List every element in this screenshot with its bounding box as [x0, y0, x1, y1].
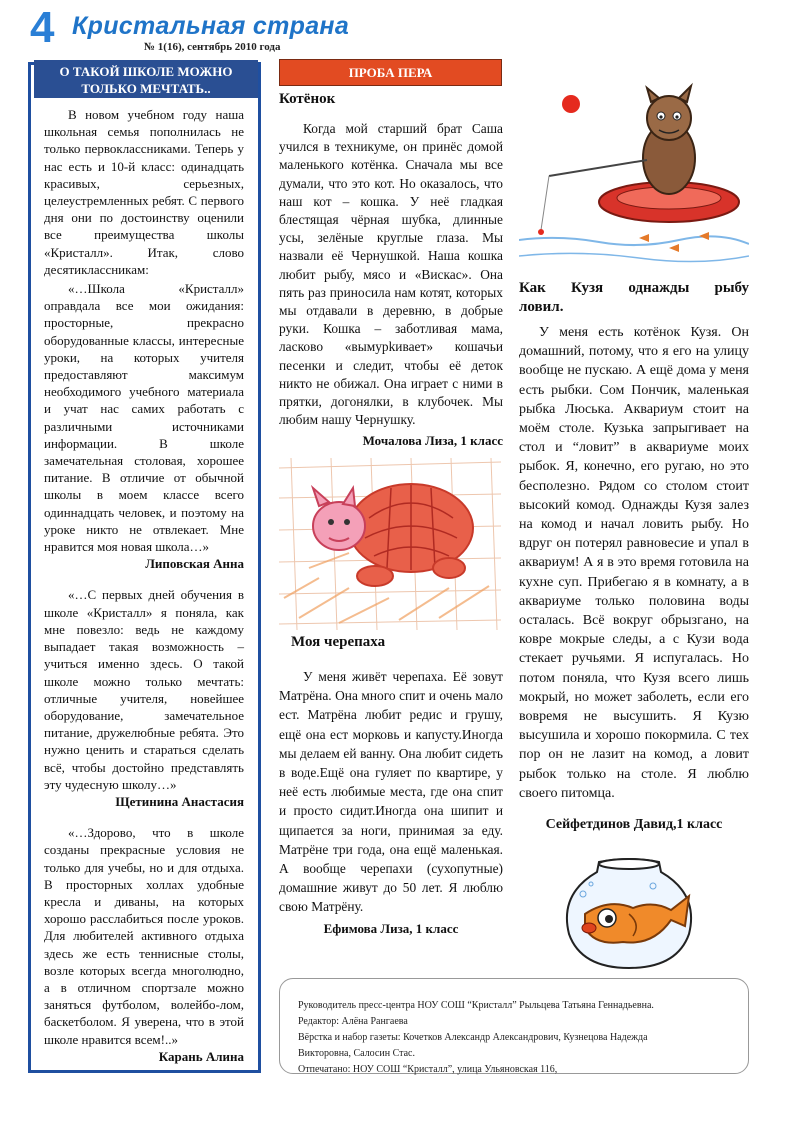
- story-turtle-title: Моя черепаха: [291, 634, 386, 650]
- fishing-cat-drawing: [519, 80, 749, 275]
- story-kitten: [279, 91, 503, 449]
- left-heading-line1: О ТАКОЙ ШКОЛЕ МОЖНО: [59, 64, 233, 79]
- imprint-line-5: Отпечатано: НОУ СОШ “Кристалл”, улица Ульяновская 116,: [298, 1064, 558, 1075]
- signature-3: Карань Алина: [158, 1048, 244, 1064]
- story-kuzya: [519, 279, 749, 833]
- turtle-drawing: [279, 458, 501, 630]
- story-turtle: [279, 634, 503, 937]
- page-number: 4: [30, 3, 55, 52]
- signature-1: Липовская Анна: [145, 556, 244, 572]
- imprint: [298, 998, 738, 1078]
- imprint-line-4: Викторовна, Салосин Стас.: [298, 1048, 415, 1059]
- signature-2: Щетинина Анастасия: [115, 793, 244, 809]
- issue-line: № 1(16), сентябрь 2010 года: [144, 41, 281, 53]
- story-kuzya-title: Как Кузя однажды рыбу ловил.: [519, 280, 749, 315]
- imprint-line-1: Руководитель пресс-центра НОУ СОШ “Кристалл” Рыльцева Татьяна Геннадьевна.: [298, 1000, 654, 1011]
- quote-1: «…Школа «Кристалл» оправдала все мои ожидания: просторные, прекрасно оборудованные классы, интересные уроки, на которых учителя предоставляют максимум необходимого учебного материала и учат нас самих работать с различными источниками информации. В школе замечательная столовая, хорошее питание. В отличие от обычной школы в моем классе всего одиннадцать человек, и поэтому на уроке никто не отвлекает. Мне нравится моя новая школа…»: [44, 281, 244, 555]
- quote-2: «…С первых дней обучения в школе «Кристалл» я поняла, как мне повезло: ведь не каждому выпадает такая возможность – учиться именно здесь. О такой школе можно только мечтать: отличные учителя, новейшее оборудование, замечательное питание, дружелюбные ребята. Это нужно ценить и стараться сделать всё, чтобы достойно представлять эту чудесную школу…»: [44, 587, 244, 792]
- story-kitten-signature: Мочалова Лиза, 1 класс: [362, 433, 503, 449]
- imprint-line-3: Вёрстка и набор газеты: Кочетков Александр Александрович, Кузнецова Надежда: [298, 1032, 648, 1043]
- story-kuzya-text: У меня есть котёнок Кузя. Он домашний, потому, что я его на улицу вообще не пускаю. А ещё дома у меня есть рыбки. Сом Пончик, маленькая рыбка Люська. Аквариум стоит на моём столе. Кузька запрыгивает на стол и “ловит” в аквариуме моих рыбок. Я, конечно, его ругаю, но это бесполезно. Рядом со столом стоит высокий комод. Однажды Кузя залез на комод и начал ловить рыбу. Но вдруг он потерял равновесие и упал в аквариум! А я в это время готовила на кухне суп. Прибегаю я в комнату, а в аквариуме только половина воды осталась. Всё вокруг обрызгано, на ковре мокрые следы, а с Кузи вода стекает ручьями. Я испугалась. Но потом поняла, что Кузя всего лишь мокрый, но может заболеть, если его вовремя не высушить. Я Кузю высушила и хорошо покормила. С тех пор он не лазит на комод, а ловит рыбок только на столе. Я люблю своего питомца.: [519, 325, 749, 801]
- fishbowl-drawing: [549, 854, 709, 972]
- story-kitten-title: Котёнок: [279, 91, 336, 107]
- story-turtle-signature: Ефимова Лиза, 1 класс: [323, 920, 459, 936]
- story-kitten-text: Когда мой старший брат Саша учился в техникуме, он принёс домой маленького котёнка. Сначала мы все думали, что это кот. Но оказалось, что наш кот – кошка. У неё гладкая блестящая чёрная шубка, длинные усы, зелёные круглые глаза. Мы назвали её Чернушкой. Наша кошка любит рыбу, мясо и «Вискас». Она пять раз приносила нам котят, которых мы отдавали в деревню, в добрые руки. Кошка – заботливая мама, ласково «вымурkивает» кошачьи песенки и следит, чтобы её деток никто не обижал. Она играет с ними в прятки, догонялки, в клубочек. Мы любим нашу Чернушку.: [279, 121, 503, 428]
- left-column-text: [44, 106, 244, 1065]
- story-kuzya-signature: Сейфетдинов Давид,1 класс: [545, 817, 723, 833]
- intro-paragraph: В новом учебном году наша школьная семья пополнилась не только первоклассниками. Теперь у нас есть и 10-й класс: одинадцать красивых, серьезных, целеустремленных ребят. С первого дня они по достоинству оценили все преимущества школы «Кристалл». Итак, слово десятиклассникам:: [44, 107, 244, 277]
- left-heading: [34, 60, 258, 98]
- section-heading: ПРОБА ПЕРА: [279, 59, 502, 86]
- left-heading-line2: ТОЛЬКО МЕЧТАТЬ..: [81, 81, 211, 96]
- story-turtle-text: У меня живёт черепаха. Её зовут Матрёна. Она много спит и очень мало ест. Матрёна любит редис и грушу, ещё она ест морковь и капусту.Иногда мы делаем ей ванну. Она любит сидеть в воде.Ещё она гуляет по квартире, у неё есть любимые места, где она спит и просто сидит.Иногда она шипит и щипается за ноги, принимая за еду. Матрёне три года, она ещё маленькая. А вообще черепахи (сухопутные) домашние живут до 50 лет. Я люблю свою Матрёну.: [279, 669, 503, 915]
- imprint-line-2: Редактор: Алёна Рангаева: [298, 1016, 408, 1027]
- quote-3: «…Здорово, что в школе созданы прекрасные условия не только для учебы, но и для отдыха. В просторных холлах удобные кресла и диваны, на которых хорошо расслабиться после уроков. Для любителей активного отдыха здесь же есть теннисные столы, возле которых всегда многолюдно, а в отличном спортзале можно заняться футболом, волейбо-лом, баскетболом. Я уверена, что в этой школе нравится всем!..»: [44, 825, 244, 1047]
- newspaper-title: Кристальная страна: [72, 12, 350, 40]
